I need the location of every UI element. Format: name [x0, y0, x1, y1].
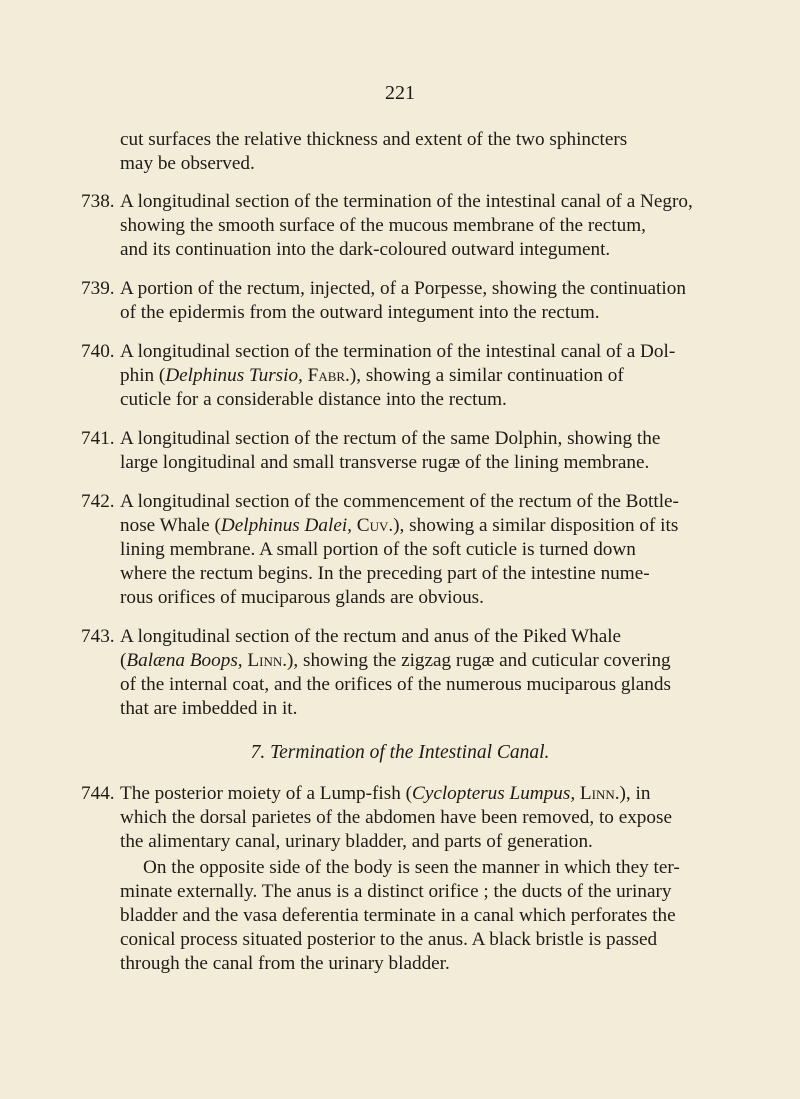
page-number: 221 [385, 82, 415, 104]
entry-744-para-line: conical process situated posterior to the anus. A black bristle is passed [120, 929, 658, 950]
text-segment: phin ( [120, 365, 166, 386]
taxon-author: Linn. [579, 783, 620, 804]
entry-741-line: large longitudinal and small transverse rugæ of the lining membrane. [120, 452, 650, 473]
entry-740-line: A longitudinal section of the termination of the intestinal canal of a Dol- [120, 341, 676, 362]
entry-738-line: showing the smooth surface of the mucous membrane of the rectum, [120, 215, 646, 236]
entry-744-line: the alimentary canal, urinary bladder, and parts of generation. [120, 831, 593, 852]
entry-number-741: 741. [81, 428, 115, 449]
entry-742-line: rous orifices of muciparous glands are obvious. [120, 587, 484, 608]
entry-743-line: of the internal coat, and the orifices of the numerous muciparous glands [120, 674, 671, 695]
entry-number-744: 744. [81, 783, 115, 804]
entry-number-738: 738. [81, 191, 115, 212]
entry-number-739: 739. [81, 278, 115, 299]
entry-742-line: where the rectum begins. In the preceding part of the intestine nume- [120, 563, 650, 584]
entry-743-line [120, 649, 671, 673]
entry-742-line: lining membrane. A small portion of the soft cuticle is turned down [120, 539, 636, 560]
taxon-author: Cuv. [356, 515, 394, 536]
entry-744-line: which the dorsal parietes of the abdomen have been removed, to expose [120, 807, 672, 828]
text-segment: nose Whale ( [120, 515, 221, 536]
species-name: Delphinus Tursio, [165, 365, 303, 386]
taxon-author: Linn. [247, 650, 288, 671]
intro-line: cut surfaces the relative thickness and extent of the two sphincters [120, 129, 628, 150]
entry-742-line: A longitudinal section of the commencement of the rectum of the Bottle- [120, 491, 679, 512]
text-segment: ), in [619, 783, 651, 804]
entry-number-743: 743. [81, 626, 115, 647]
taxon-author: Fabr. [307, 365, 350, 386]
entry-742-line [120, 514, 678, 538]
species-name: Cyclopterus Lumpus, [412, 783, 576, 804]
entry-739-line: of the epidermis from the outward integument into the rectum. [120, 302, 600, 323]
entry-739-line: A portion of the rectum, injected, of a Porpesse, showing the continuation [120, 278, 686, 299]
entry-738-line: A longitudinal section of the termination of the intestinal canal of a Negro, [120, 191, 693, 212]
text-segment: ), showing the zigzag rugæ and cuticular covering [287, 650, 671, 671]
entry-744-para-line: through the canal from the urinary bladder. [120, 953, 450, 974]
text-segment: ( [120, 650, 127, 671]
intro-line: may be observed. [120, 153, 255, 174]
section-heading: 7. Termination of the Intestinal Canal. [250, 742, 550, 763]
entry-743-line: A longitudinal section of the rectum and anus of the Piked Whale [120, 626, 622, 647]
text-segment: The posterior moiety of a Lump-fish ( [120, 783, 413, 804]
species-name: Delphinus Dalei, [220, 515, 352, 536]
text-segment: ), showing a similar disposition of its [393, 515, 679, 536]
entry-741-line: A longitudinal section of the rectum of the same Dolphin, showing the [120, 428, 661, 449]
entry-743-line: that are imbedded in it. [120, 698, 298, 719]
entry-744-para-line: minate externally. The anus is a distinct orifice ; the ducts of the urinary [120, 881, 672, 902]
entry-740-line [120, 364, 624, 388]
entry-number-742: 742. [81, 491, 115, 512]
entry-738-line: and its continuation into the dark-coloured outward integument. [120, 239, 611, 260]
species-name: Balæna Boops, [126, 650, 243, 671]
entry-number-740: 740. [81, 341, 115, 362]
entry-740-line: cuticle for a considerable distance into the rectum. [120, 389, 507, 410]
entry-744-para-line: On the opposite side of the body is seen the manner in which they ter- [143, 857, 680, 878]
entry-744-line [120, 782, 650, 806]
text-segment: ), showing a similar continuation of [349, 365, 624, 386]
entry-744-para-line: bladder and the vasa deferentia terminate in a canal which perforates the [120, 905, 676, 926]
